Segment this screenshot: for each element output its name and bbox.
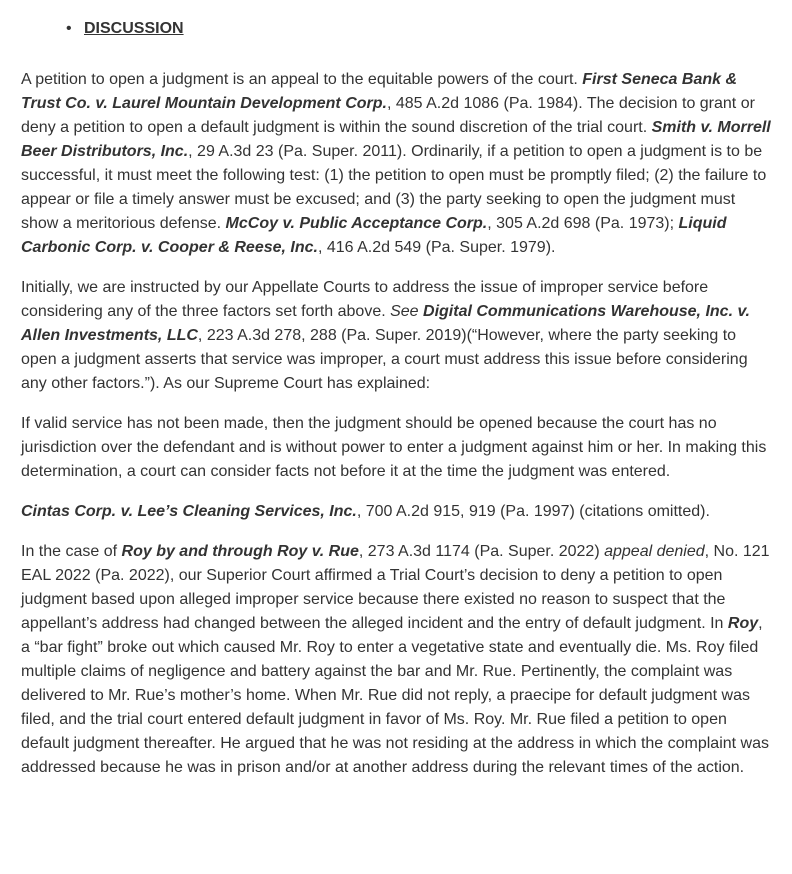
- body-text: , a “bar fight” broke out which caused Mr. Roy to enter a vegetative state and eventually die. Ms. Roy filed multiple claims of negligence and battery against the bar and Mr. Rue. Pertinently, the complaint was delivered to Mr. Rue’s mother’s home. When Mr. Rue did not reply, a praecipe for default judgment was filed, and the trial court entered default judgment in favor of Ms. Roy. Mr. Rue filed a petition to open default judgment thereafter. He argued that he was not residing at the address in which the complaint was addressed because he was in prison and/or at another address during the relevant times of the action.: [21, 615, 769, 776]
- italic-text: appeal denied: [604, 543, 705, 560]
- document-body: [21, 68, 773, 796]
- body-text: In the case of: [21, 543, 122, 560]
- body-text: , 223 A.3d 278, 288 (Pa. Super. 2019)(“However, where the party seeking to open a judgment asserts that service was improper, a court must address this issue before considering any other factors.”). As our Supreme Court has explained:: [21, 327, 748, 392]
- case-citation: First Seneca Bank & Trust Co. v. Laurel Mountain Development Corp.: [21, 71, 738, 112]
- section-heading-list: [0, 17, 184, 41]
- case-citation: Roy: [727, 615, 759, 632]
- case-citation: Smith v. Morrell Beer Distributors, Inc.: [21, 119, 771, 160]
- body-text: , 700 A.2d 915, 919 (Pa. 1997) (citations omitted).: [356, 503, 710, 520]
- paragraph: [21, 500, 773, 524]
- section-heading-text: DISCUSSION: [84, 20, 184, 37]
- paragraph: [21, 276, 773, 396]
- body-text: , 273 A.3d 1174 (Pa. Super. 2022): [358, 543, 605, 560]
- body-text: A petition to open a judgment is an appeal to the equitable powers of the court.: [21, 71, 583, 88]
- paragraph: [21, 540, 773, 780]
- body-text: , 29 A.3d 23 (Pa. Super. 2011). Ordinarily, if a petition to open a judgment is to be successful, it must meet the following test: (1) the petition to open must be promptly filed; (2) the failure to appear or file a timely answer must be excused; and (3) the party seeking to open the judgment must show a meritorious defense.: [21, 143, 767, 232]
- case-citation: Liquid Carbonic Corp. v. Cooper & Reese, Inc.: [21, 215, 727, 256]
- body-text: Initially, we are instructed by our Appellate Courts to address the issue of improper service before considering any of the three factors set forth above.: [21, 279, 709, 320]
- paragraph: [21, 412, 773, 484]
- italic-text: See: [390, 303, 424, 320]
- case-citation: McCoy v. Public Acceptance Corp.: [225, 215, 488, 232]
- paragraph: [21, 68, 773, 260]
- case-citation: Cintas Corp. v. Lee’s Cleaning Services, Inc.: [21, 503, 357, 520]
- body-text: , 416 A.2d 549 (Pa. Super. 1979).: [317, 239, 556, 256]
- body-text: , 485 A.2d 1086 (Pa. 1984). The decision to grant or deny a petition to open a default judgment is within the sound discretion of the trial court.: [21, 95, 755, 136]
- case-citation: Roy by and through Roy v. Rue: [121, 543, 359, 560]
- body-text: , No. 121 EAL 2022 (Pa. 2022), our Superior Court affirmed a Trial Court’s decision to deny a petition to open judgment based upon alleged improper service because there existed no reason to suspect that the appellant’s address had changed between the alleged incident and the entry of default judgment. In: [21, 543, 770, 632]
- section-heading: [0, 17, 184, 41]
- body-text: , 305 A.2d 698 (Pa. 1973);: [487, 215, 679, 232]
- bullet-icon: •: [66, 20, 72, 37]
- case-citation: Digital Communications Warehouse, Inc. v. Allen Investments, LLC: [21, 303, 750, 344]
- body-text: If valid service has not been made, then the judgment should be opened because the court has no jurisdiction over the defendant and is without power to enter a judgment against him or her. In making this determination, a court can consider facts not before it at the time the judgment was entered.: [21, 415, 767, 480]
